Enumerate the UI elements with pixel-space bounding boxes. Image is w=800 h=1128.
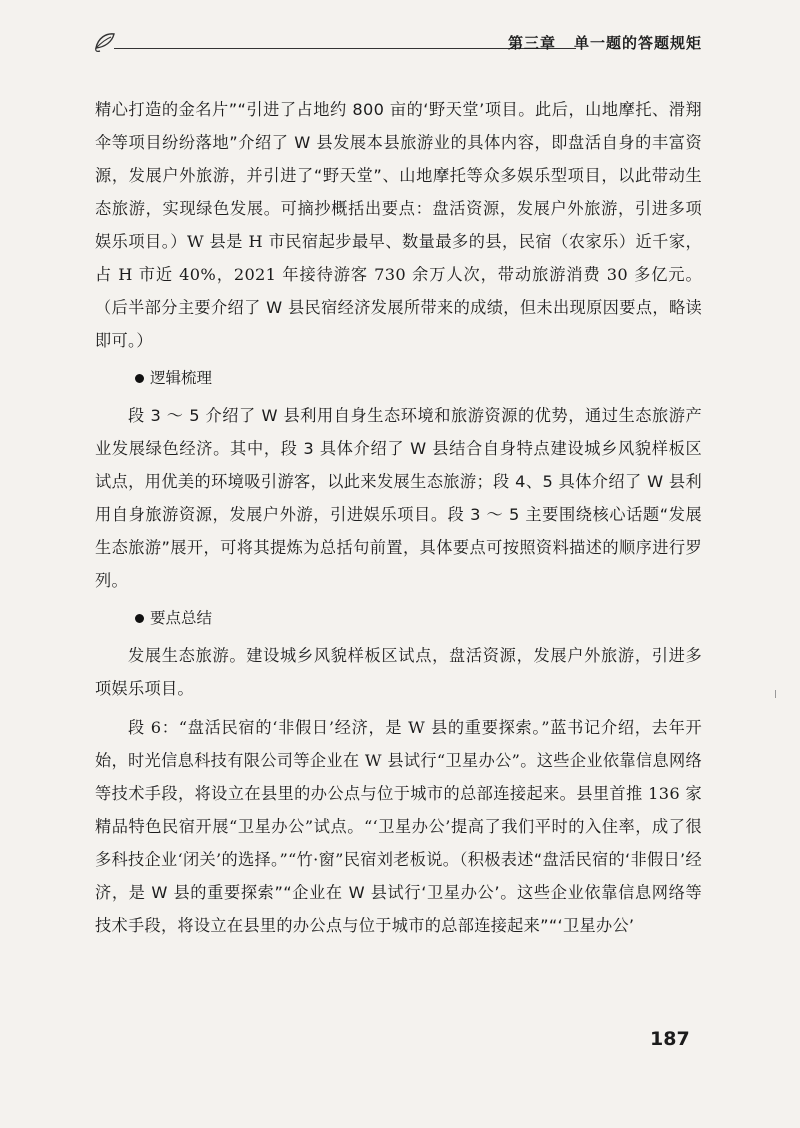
chapter-number: 第三章: [507, 34, 556, 52]
quoted-material: W 县是 H 市民宿起步最早、数量最多的县，民宿（农家乐）近千家，占 H 市近 40%，2021 年接待游客 730 余万人次，带动旅游消费 30 多亿元。: [95, 232, 702, 284]
analysis-note: （积极表述“盘活民宿的‘非假日’经济，是 W 县的重要探索”“企业在 W 县试行‘卫星办公’。这些企业依靠信息网络等技术手段，将设立在县里的办公点与位于城市的总部连接起来”“‘卫星办公’: [95, 850, 702, 935]
margin-mark: [775, 690, 776, 698]
analysis-note: （后半部分主要介绍了 W 县民宿经济发展所带来的成绩，但未出现原因要点，略读即可。）: [95, 298, 702, 350]
quoted-material: 段 6：“盘活民宿的‘非假日’经济，是 W 县的重要探索。”蓝书记介绍，去年开始，时光信息科技有限公司等企业在 W 县试行“卫星办公”。这些企业依靠信息网络等技术手段，将设立在县里的办公点与位于城市的总部连接起来。县里首推 136 家精品特色民宿开展“卫星办公”试点。“‘卫星办公’提高了我们平时的入住率，成了很多科技企业‘闭关’的选择。”“竹·窗”民宿刘老板说。: [95, 718, 702, 869]
section-heading-summary: 要点总结: [135, 603, 702, 633]
paragraph-continued: [95, 93, 702, 357]
page-number: 187: [650, 1028, 690, 1050]
chapter-heading: [508, 32, 702, 53]
summary-paragraph: 发展生态旅游。建设城乡风貌样板区试点，盘活资源，发展户外旅游，引进多项娱乐项目。: [95, 646, 702, 698]
paragraph-6: [95, 711, 702, 942]
bullet-icon: [135, 614, 144, 623]
logic-paragraph: 段 3 ～ 5 介绍了 W 县利用自身生态环境和旅游资源的优势，通过生态旅游产业发展绿色经济。其中，段 3 具体介绍了 W 县结合自身特点建设城乡风貌样板区试点，用优美的环境吸引游客，以此来发展生态旅游；段 4、5 具体介绍了 W 县利用自身旅游资源，发展户外游，引进娱乐项目。段 3 ～ 5 主要围绕核心话题“发展生态旅游”展开，可将其提炼为总括句前置，具体要点可按照资料描述的顺序进行罗列。: [95, 406, 702, 590]
leaf-icon: [92, 28, 118, 54]
running-header: [92, 28, 702, 58]
analysis-text: 精心打造的金名片”“引进了占地约 800 亩的‘野天堂’项目。此后，山地摩托、滑翔伞等项目纷纷落地”介绍了 W 县发展本县旅游业的具体内容，即盘活自身的丰富资源，发展户外旅游，并引进了“野天堂”、山地摩托等众多娱乐型项目，以此带动生态旅游，实现绿色发展。可摘抄概括出要点：盘活资源，发展户外旅游，引进多项娱乐项目。）: [95, 100, 702, 251]
page-body: [95, 93, 702, 942]
bullet-icon: [135, 374, 144, 383]
header-rule: [114, 48, 576, 49]
section-heading-logic: 逻辑梳理: [135, 363, 702, 393]
chapter-title: 单一题的答题规矩: [573, 34, 702, 52]
